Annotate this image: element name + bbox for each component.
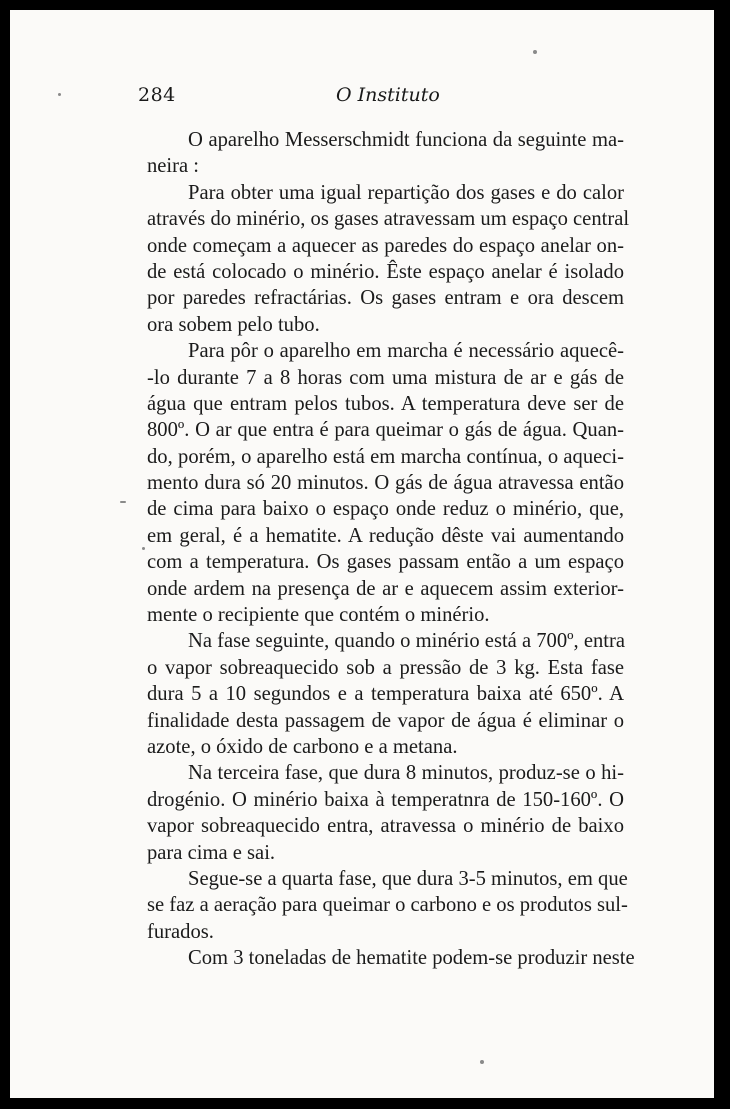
text-line: se faz a aeração para queimar o carbono e os produtos sul- xyxy=(147,894,628,917)
document-page xyxy=(10,10,714,1098)
text-line: drogénio. O minério baixa à temperatnra de 150-160º. O xyxy=(147,788,624,811)
text-line: com a temperatura. Os gases passam então a um espaço xyxy=(147,551,624,574)
page-header xyxy=(10,84,714,114)
text-line: através do minério, os gases atravessam um espaço central xyxy=(147,208,630,231)
text-line: azote, o óxido de carbono e a metana. xyxy=(147,735,458,758)
text-line: o vapor sobreaquecido sob a pressão de 3 kg. Esta fase xyxy=(147,656,624,679)
text-line: neira : xyxy=(147,155,200,178)
text-line: de está colocado o minério. Êste espaço anelar é isolado xyxy=(147,260,624,283)
text-line: para cima e sai. xyxy=(147,841,276,864)
text-line: por paredes refractárias. Os gases entram e ora descem xyxy=(147,287,624,310)
text-line: Para pôr o aparelho em marcha é necessário aquecê- xyxy=(188,340,624,363)
page-number: 284 xyxy=(138,84,176,106)
paper-speck xyxy=(120,501,126,503)
text-line: ora sobem pelo tubo. xyxy=(147,313,320,336)
text-line: Para obter uma igual repartição dos gases e do calor xyxy=(188,181,624,204)
text-line: furados. xyxy=(147,920,214,943)
text-line: onde começam a aquecer as paredes do espaço anelar on- xyxy=(147,234,624,257)
text-line: de cima para baixo o espaço onde reduz o minério, que, xyxy=(147,498,624,521)
text-line: finalidade desta passagem de vapor de água é eliminar o xyxy=(147,709,624,732)
running-title: O Instituto xyxy=(336,84,440,106)
paper-speck xyxy=(533,50,537,54)
text-line: mento dura só 20 minutos. O gás de água atravessa então xyxy=(147,472,624,495)
body-text xyxy=(147,127,635,972)
paper-speck xyxy=(142,547,145,550)
text-line: vapor sobreaquecido entra, atravessa o minério de baixo xyxy=(147,815,624,838)
text-line: Na terceira fase, que dura 8 minutos, produz-se o hi- xyxy=(188,762,624,785)
text-line: -lo durante 7 a 8 horas com uma mistura de ar e gás de xyxy=(147,366,624,389)
text-line: Segue-se a quarta fase, que dura 3-5 minutos, em que xyxy=(188,867,628,890)
text-line: mente o recipiente que contém o minério. xyxy=(147,604,490,627)
text-line: onde ardem na presença de ar e aquecem assim exterior- xyxy=(147,577,624,600)
text-line: dura 5 a 10 segundos e a temperatura baixa até 650º. A xyxy=(147,683,624,706)
text-line: do, porém, o aparelho está em marcha contínua, o aqueci- xyxy=(147,445,624,468)
paper-speck xyxy=(480,1060,484,1064)
text-line: Na fase seguinte, quando o minério está a 700º, entra xyxy=(188,630,625,653)
text-line: em geral, é a hematite. A redução dêste vai aumentando xyxy=(147,524,624,547)
text-line: O aparelho Messerschmidt funciona da seguinte ma- xyxy=(188,129,624,151)
text-line: água que entram pelos tubos. A temperatura deve ser de xyxy=(147,392,624,415)
text-line: 800º. O ar que entra é para queimar o gás de água. Quan- xyxy=(147,419,624,442)
text-line: Com 3 toneladas de hematite podem-se produzir neste xyxy=(188,947,635,970)
paper-speck xyxy=(58,93,61,96)
